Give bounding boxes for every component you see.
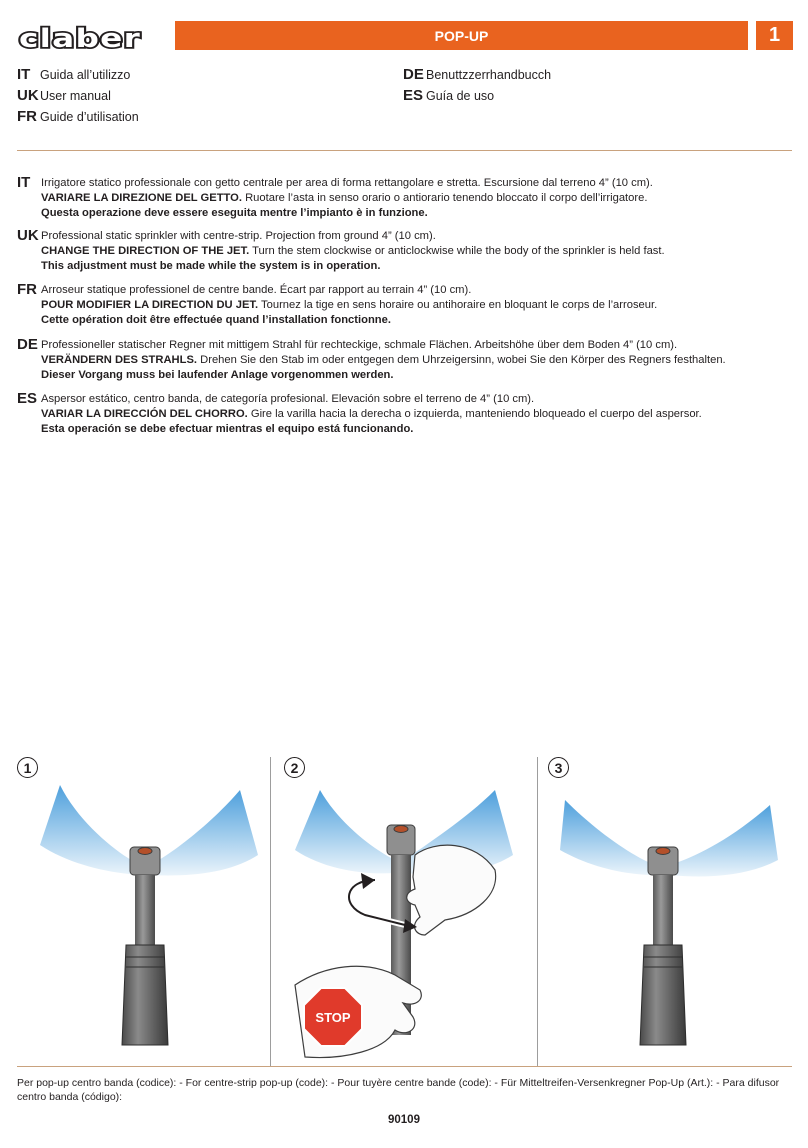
description-line: Irrigatore statico professionale con getto centrale per area di forma rettangolare e stretta. Escursione dal terreno 4” (10 cm). — [41, 177, 653, 189]
step-3-illustration — [560, 785, 780, 1055]
sprinkler-body — [640, 945, 686, 1045]
footer-code-label: Per pop-up centro banda (codice): - For centre-strip pop-up (code): - Pour tuyère centre bande (code): - Für Mitteltreifen-Versenkregner Pop-Up (Art.): - Para difusor centro banda (código): — [17, 1077, 780, 1103]
instruction-text: Tournez la tige en sens horaire ou antihoraire en bloquant le corps de l’arroseur. — [258, 299, 658, 311]
water-jet-left — [560, 800, 655, 875]
top-hand — [407, 845, 496, 935]
manual-title-fr — [17, 108, 139, 125]
sprinkler-stem — [653, 875, 673, 945]
sprinkler-body — [122, 945, 168, 1045]
water-jet-left — [40, 785, 140, 875]
water-jet-right — [150, 790, 258, 875]
description-instruction — [41, 353, 726, 368]
language-code: UK — [17, 87, 39, 104]
manual-title-es — [403, 87, 494, 104]
divider-bottom — [17, 1066, 792, 1067]
manual-title-de — [403, 66, 551, 83]
instruction-text: Gire la varilla hacia la derecha o izquierda, manteniendo bloqueado el cuerpo del aspersor. — [247, 408, 702, 420]
instruction-heading: VERÄNDERN DES STRAHLS. — [41, 354, 198, 366]
divider-top — [17, 150, 792, 151]
instruction-heading: VARIAR LA DIRECCIÓN DEL CHORRO. — [41, 408, 248, 420]
language-code: UK — [17, 227, 39, 244]
logo-text: claber — [19, 24, 141, 51]
instruction-heading: POUR MODIFIER LA DIRECTION DU JET. — [41, 299, 259, 311]
description-fr — [17, 281, 797, 329]
description-note: Dieser Vorgang muss bei laufender Anlage vorgenommen werden. — [41, 369, 394, 381]
description-uk — [17, 227, 797, 275]
description-line: Arroseur statique professionel de centre bande. Écart par rapport au terrain 4” (10 cm). — [41, 284, 472, 296]
step-separator — [537, 757, 538, 1067]
description-note: Questa operazione deve essere eseguita mentre l’impianto è in funzione. — [41, 207, 428, 219]
nozzle-icon — [394, 826, 408, 833]
nozzle-icon — [138, 848, 152, 855]
instruction-text: Ruotare l’asta in senso orario o antiorario tenendo bloccato il corpo dell’irrigatore. — [241, 192, 648, 204]
page-title: POP-UP — [434, 27, 489, 44]
step-number-3: 3 — [548, 757, 569, 778]
sprinkler-stem — [135, 875, 155, 945]
language-code: DE — [17, 336, 38, 353]
manual-title-label: Benuttzzerrhandbucch — [426, 68, 552, 82]
description-instruction — [41, 191, 653, 206]
description-note: Esta operación se debe efectuar mientras el equipo está funcionando. — [41, 423, 414, 435]
description-line: Professional static sprinkler with centre-strip. Projection from ground 4” (10 cm). — [41, 230, 436, 242]
page-title-bar — [175, 21, 748, 50]
language-code: FR — [17, 281, 37, 298]
description-line: Professioneller statischer Regner mit mittigem Strahl für rechteckige, schmale Flächen. Arbeitshöhe über dem Boden 4” (10 cm). — [41, 339, 678, 351]
instruction-text: Drehen Sie den Stab im oder entgegen dem Uhrzeigersinn, wobei Sie den Körper des Regners festhalten. — [197, 354, 726, 366]
manual-title-label: User manual — [40, 89, 111, 103]
step-1-illustration — [40, 785, 260, 1055]
page-number-text: 1 — [768, 24, 781, 46]
product-code: 90109 — [388, 1114, 420, 1126]
step-separator — [270, 757, 271, 1067]
language-code: ES — [403, 87, 424, 104]
language-code: IT — [17, 174, 31, 191]
nozzle-icon — [656, 848, 670, 855]
claber-logo — [17, 24, 144, 51]
stop-sign — [304, 988, 362, 1046]
step-2-illustration — [285, 785, 525, 1060]
page-number — [756, 21, 793, 50]
description-instruction — [41, 244, 665, 259]
language-code: ES — [17, 390, 38, 407]
description-de — [17, 336, 797, 384]
description-note: Cette opération doit être effectuée quand l’installation fonctionne. — [41, 314, 391, 326]
manual-title-label: Guida all’utilizzo — [40, 68, 131, 82]
instruction-text: Turn the stem clockwise or anticlockwise while the body of the sprinkler is held fast. — [249, 245, 665, 257]
language-code: IT — [17, 66, 31, 83]
language-code: FR — [17, 108, 37, 125]
water-jet-right — [670, 805, 778, 876]
description-note: This adjustment must be made while the system is in operation. — [41, 260, 381, 272]
manual-title-label: Guide d’utilisation — [40, 110, 139, 124]
description-es — [17, 390, 797, 438]
description-instruction — [41, 407, 702, 422]
step-number-2: 2 — [284, 757, 305, 778]
manual-title-label: Guía de uso — [426, 89, 495, 103]
instruction-heading: CHANGE THE DIRECTION OF THE JET. — [41, 245, 250, 257]
manual-title-uk — [17, 87, 111, 104]
description-it — [17, 174, 797, 222]
stop-sign-text: STOP — [315, 1010, 351, 1025]
language-code: DE — [403, 66, 424, 83]
instruction-heading: VARIARE LA DIREZIONE DEL GETTO. — [41, 192, 242, 204]
description-line: Aspersor estático, centro banda, de categoría profesional. Elevación sobre el terreno de 4” (10 cm). — [41, 393, 535, 405]
water-jet-left — [295, 790, 395, 873]
description-instruction — [41, 298, 657, 313]
manual-title-it — [17, 66, 130, 83]
step-number-1: 1 — [17, 757, 38, 778]
